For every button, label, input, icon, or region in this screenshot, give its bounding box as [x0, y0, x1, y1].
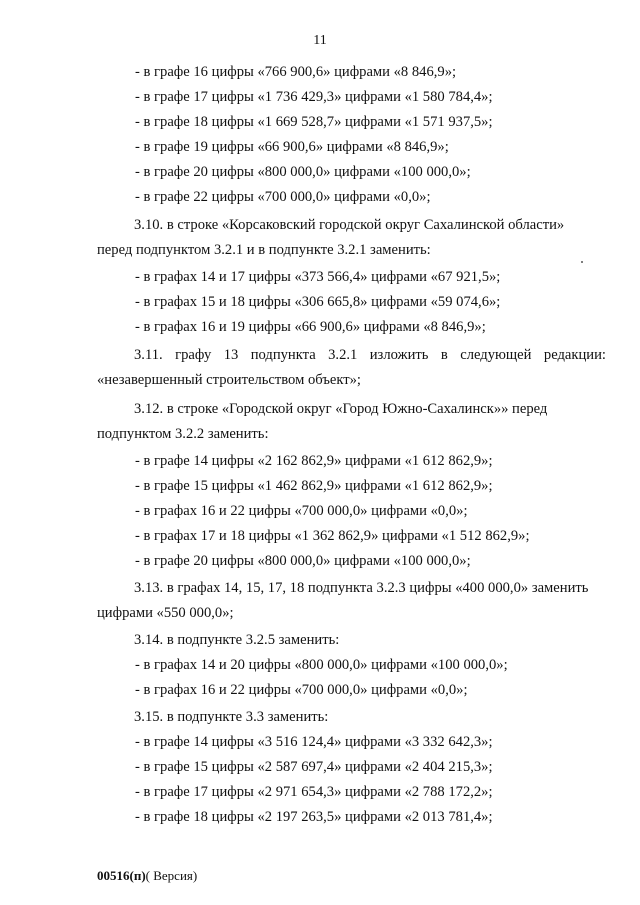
text-line: - в графах 17 и 18 цифры «1 362 862,9» цифрами «1 512 862,9»; [135, 528, 530, 544]
text-line: «незавершенный строительством объект»; [97, 372, 361, 388]
footer-version: ( Версия) [145, 868, 198, 883]
paragraph-heading-3-15: 3.15. в подпункте 3.3 заменить: [134, 709, 329, 725]
page-number: 11 [313, 33, 327, 48]
text-line: - в графах 16 и 22 цифры «700 000,0» цифрами «0,0»; [135, 682, 468, 698]
text-line: - в графе 18 цифры «1 669 528,7» цифрами «1 571 937,5»; [135, 114, 493, 130]
text-word: изложить [369, 347, 429, 363]
document-footer [97, 868, 197, 884]
footer-code: 00516(п) [97, 868, 146, 883]
text-line: - в графах 16 и 22 цифры «700 000,0» цифрами «0,0»; [135, 503, 468, 519]
text-line: - в графе 18 цифры «2 197 263,5» цифрами «2 013 781,4»; [135, 809, 493, 825]
text-line: - в графе 14 цифры «2 162 862,9» цифрами «1 612 862,9»; [135, 453, 493, 469]
text-line: - в графе 15 цифры «2 587 697,4» цифрами «2 404 215,3»; [135, 759, 493, 775]
text-line: - в графах 14 и 17 цифры «373 566,4» цифрами «67 921,5»; [135, 269, 501, 285]
text-word: 3.2.1 [328, 347, 358, 363]
paragraph-heading-3-10: 3.10. в строке «Корсаковский городской округ Сахалинской области» [134, 217, 565, 233]
text-word: редакции: [543, 347, 606, 363]
text-word: в [440, 347, 448, 363]
text-line: - в графе 17 цифры «2 971 654,3» цифрами «2 788 172,2»; [135, 784, 493, 800]
paragraph-heading-3-11 [134, 346, 606, 364]
text-word: 3.11. [134, 347, 163, 363]
text-line: - в графе 16 цифры «766 900,6» цифрами «8 846,9»; [135, 64, 457, 80]
paragraph-heading-3-12: 3.12. в строке «Городской округ «Город Южно-Сахалинск»» перед [134, 401, 548, 417]
text-line: - в графе 15 цифры «1 462 862,9» цифрами «1 612 862,9»; [135, 478, 493, 494]
text-line: цифрами «550 000,0»; [97, 605, 234, 621]
text-line: - в графах 16 и 19 цифры «66 900,6» цифрами «8 846,9»; [135, 319, 486, 335]
text-line: - в графе 20 цифры «800 000,0» цифрами «100 000,0»; [135, 164, 471, 180]
text-word: следующей [460, 347, 532, 363]
text-word: подпункта [250, 347, 316, 363]
paragraph-heading-3-14: 3.14. в подпункте 3.2.5 заменить: [134, 632, 340, 648]
text-word: 13 [223, 347, 239, 363]
text-line: - в графе 19 цифры «66 900,6» цифрами «8 846,9»; [135, 139, 449, 155]
text-word: графу [175, 347, 212, 363]
text-line: - в графах 14 и 20 цифры «800 000,0» цифрами «100 000,0»; [135, 657, 508, 673]
text-line: - в графе 17 цифры «1 736 429,3» цифрами «1 580 784,4»; [135, 89, 493, 105]
text-line: - в графах 15 и 18 цифры «306 665,8» цифрами «59 074,6»; [135, 294, 501, 310]
text-line: - в графе 14 цифры «3 516 124,4» цифрами «3 332 642,3»; [135, 734, 493, 750]
text-line: - в графе 20 цифры «800 000,0» цифрами «100 000,0»; [135, 553, 471, 569]
paragraph-heading-3-13: 3.13. в графах 14, 15, 17, 18 подпункта 3.2.3 цифры «400 000,0» заменить [134, 580, 589, 596]
text-line: подпунктом 3.2.2 заменить: [97, 426, 269, 442]
text-line: - в графе 22 цифры «700 000,0» цифрами «0,0»; [135, 189, 431, 205]
text-line: перед подпунктом 3.2.1 и в подпункте 3.2.1 заменить: [97, 242, 431, 258]
scan-speck [581, 261, 583, 263]
